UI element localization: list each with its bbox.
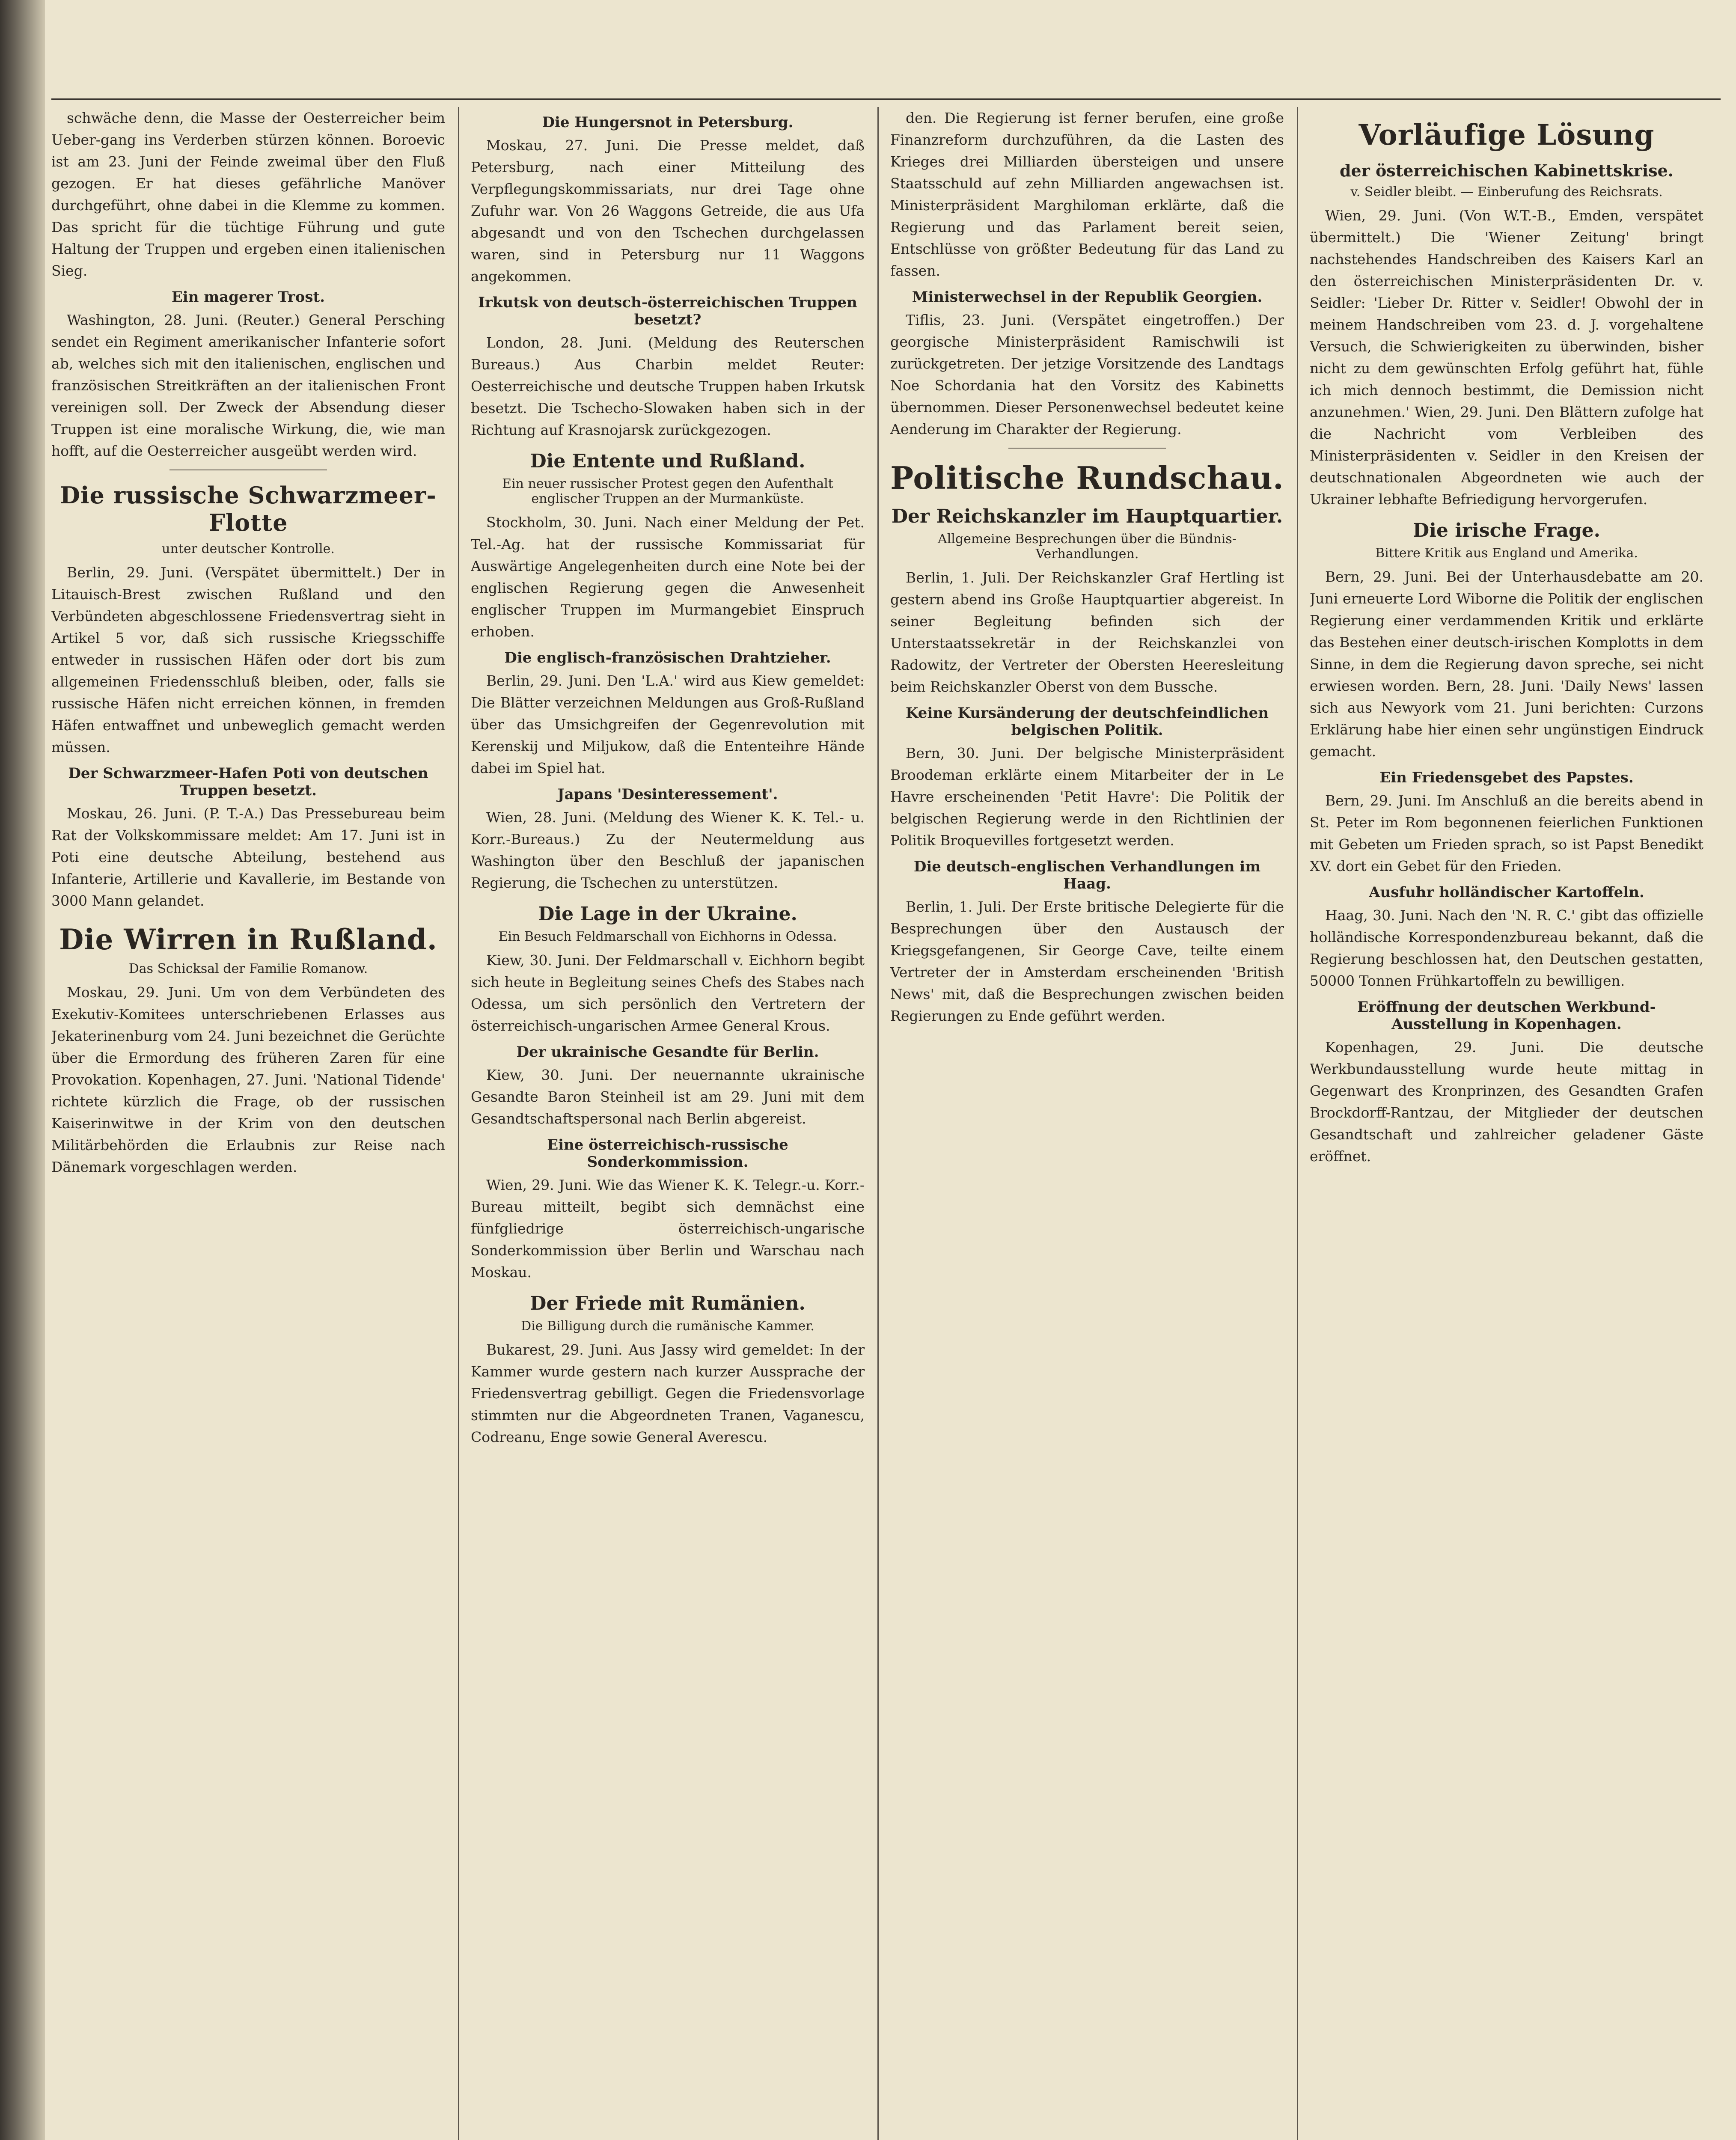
article-text: Moskau, 29. Juni. Um von dem Verbündeten des Exekutiv-Komitees unterschriebenen Erlasses aus Jekaterinenburg vom 24. Juni bezeichnet die Gerüchte über die Ermordung des früheren Zaren für eine Provokation. Kopenhagen, 27. Juni. 'National Tidende' richtete kürzlich die Frage, ob der russischen Kaiserinwitwe in der Krim von den deutschen Militärbehörden die Erlaubnis zur Reise nach Dänemark vorgeschlagen werden. [51, 984, 445, 1175]
article-subheading: Ein Besuch Feldmarschall von Eichhorns in Odessa. [498, 929, 837, 944]
article-heading: Die deutsch-englischen Verhandlungen im Haag. [913, 858, 1261, 892]
article-text: Kopenhagen, 29. Juni. Die deutsche Werkbundausstellung wurde heute mittag in Gegenwart des Kronprinzen, des Gesandten Grafen Brockdorff-Rantzau, der Mitglieder der deutschen Gesandtschaft und zahlreicher geladener Gäste eröffnet. [1310, 1039, 1703, 1165]
article-text: Washington, 28. Juni. (Reuter.) General Persching sendet ein Regiment amerikanischer Infanterie sofort ab, welches sich mit den italienischen, englischen und französischen Streitkräften an der italienischen Front vereinigen soll. Der Zweck der Absendung dieser Truppen ist eine moralische Wirkung, die, wie man hofft, auf die Oesterreicher ausgeübt werden wird. [51, 312, 445, 459]
article-text: London, 28. Juni. (Meldung des Reuterschen Bureaus.) Aus Charbin meldet Reuter: Oesterreichische und deutsche Truppen haben Irkutsk besetzt. Die Tschecho-Slowaken haben sich in der Richtung auf Krasnojarsk zurückgezogen. [471, 334, 865, 438]
article-text: Bern, 29. Juni. Bei der Unterhausdebatte am 20. Juni erneuerte Lord Wiborne die Politik der englischen Regierung einer verdammenden Kritik und erklärte das Bestehen einer deutsch-irischen Komplotts in dem Sinne, in dem die Regierung davon spreche, sei nicht erwiesen worden. Bern, 28. Juni. 'Daily News' lassen sich aus Newyork vom 21. Juni berichten: Curzons Erklärung habe hier einen sehr ungünstigen Eindruck gemacht. [1310, 568, 1703, 760]
article-text: Bern, 30. Juni. Der belgische Ministerpräsident Broodeman erklärte einem Mitarbeiter der in Le Havre erscheinenden 'Petit Havre': Die Politik der belgischen Regierung werde in den Richtlinien der Politik Broquevilles fortgesetzt werden. [890, 745, 1284, 849]
article-text: Berlin, 29. Juni. (Verspätet übermittelt.) Der in Litauisch-Brest zwischen Rußland und den Verbündeten abgeschlossene Friedensvertrag sieht in Artikel 5 vor, daß sich russische Kriegsschiffe entweder in russischen Häfen oder dort bis zum allgemeinen Friedensschluß bleiben, oder, falls sie russische Häfen nicht erreichen können, in fremden Häfen entwaffnet und unbeweglich gemacht werden müssen. [51, 564, 445, 755]
article-heading: Eine österreichisch-russische Sonderkommission. [547, 1136, 788, 1171]
article-heading: Ein Friedensgebet des Papstes. [1379, 769, 1634, 786]
article-text: Kiew, 30. Juni. Der Feldmarschall v. Eichhorn begibt sich heute in Begleitung seines Chefs des Stabes nach Odessa, um sich persönlich den Vertretern der österreichisch-ungarischen Armee General Krous. [471, 952, 865, 1034]
separator [1008, 448, 1166, 449]
article-heading: Irkutsk von deutsch-österreichischen Truppen besetzt? [478, 294, 857, 328]
article-text: den. Die Regierung ist ferner berufen, eine große Finanzreform durchzuführen, da die Lasten des Krieges drei Milliarden übersteigen und unsere Staatsschuld auf zehn Milliarden angewachsen ist. Ministerpräsident Marghiloman erklärte, daß die Regierung und das Parlament bereit seien, Entschlüsse von größter Bedeutung für das Land zu fassen. [890, 110, 1284, 279]
article-subheading: v. Seidler bleibt. — Einberufung des Reichsrats. [1350, 184, 1663, 199]
article-text: Haag, 30. Juni. Nach den 'N. R. C.' gibt das offizielle holländische Korrespondenzbureau bekannt, daß die Regierung beschlossen hat, den Deutschen gestatten, 50000 Tonnen Frühkartoffeln zu bewilligen. [1310, 907, 1703, 989]
article-subheading: Das Schicksal der Familie Romanow. [128, 961, 368, 976]
article-text: Stockholm, 30. Juni. Nach einer Meldung der Pet. Tel.-Ag. hat der russische Kommissariat für Auswärtige Angelegenheiten durch eine Note bei der englischen Regierung gegen die Anwesenheit englischer Truppen im Murmangebiet Einspruch erhoben. [471, 514, 865, 640]
article-heading: Die Lage in der Ukraine. [538, 903, 797, 925]
article-text: Kiew, 30. Juni. Der neuernannte ukrainische Gesandte Baron Steinheil ist am 29. Juni mit dem Gesandtschaftspersonal nach Berlin abgereist. [471, 1067, 865, 1127]
article-heading: Der ukrainische Gesandte für Berlin. [516, 1043, 819, 1061]
article-intro-text: schwäche denn, die Masse der Oesterreicher beim Ueber-gang ins Verderben stürzen können. Boroevic ist am 23. Juni der Feinde zweimal über den Fluß gezogen. Er hat dieses gefährliche Manöver durchgeführt, ohne dabei in die Klemme zu kommen. Das spricht für die tüchtige Führung und gute Haltung der Truppen und ergeben einen italienischen Sieg. [51, 110, 445, 279]
article-heading: Ein magerer Trost. [171, 288, 325, 306]
article-text: Tiflis, 23. Juni. (Verspätet eingetroffen.) Der georgische Ministerpräsident Ramischwili ist zurückgetreten. Der jetzige Vorsitzende des Landtags Noe Schordania hat den Vorsitz des Kabinetts übernommen. Dieser Personenwechsel bedeutet keine Aenderung im Charakter der Regierung. [890, 312, 1284, 437]
article-heading: Eröffnung der deutschen Werkbund-Ausstellung in Kopenhagen. [1357, 999, 1656, 1033]
section-heading: Politische Rundschau. [890, 460, 1284, 496]
article-text: Berlin, 29. Juni. Den 'L.A.' wird aus Kiew gemeldet: Die Blätter verzeichnen Meldungen aus Groß-Rußland über das Umsichgreifen der Gegenrevolution mit Kerenskij und Miljukow, daß die Ententeihre Hände dabei im Spiel hat. [471, 672, 865, 776]
article-subheading: unter deutscher Kontrolle. [162, 541, 335, 556]
article-heading: Keine Kursänderung der deutschfeindlichen belgischen Politik. [905, 704, 1269, 739]
article-heading: Der Reichskanzler im Hauptquartier. [891, 505, 1283, 527]
article-heading: Die englisch-französischen Drahtzieher. [504, 649, 831, 666]
column-rule [1297, 107, 1298, 2140]
column-4 [1310, 107, 1703, 2140]
article-subheading: Ein neuer russischer Protest gegen den Aufenthalt englischer Truppen an der Murmanküste. [502, 476, 833, 506]
newspaper-page [51, 9, 1721, 2140]
article-subheading: Die Billigung durch die rumänische Kammer. [521, 1319, 814, 1334]
article-heading: Die Wirren in Rußland. [59, 923, 437, 956]
column-2 [471, 107, 865, 2140]
article-text: Moskau, 26. Juni. (P. T.-A.) Das Pressebureau beim Rat der Volkskommissare meldet: Am 17. Juni ist in Poti eine deutsche Abteilung, bestehend aus Infanterie, Artillerie und Kavallerie, im Bestande von 3000 Mann gelandet. [51, 805, 445, 909]
article-heading: Der Friede mit Rumänien. [530, 1293, 806, 1314]
article-text: Bukarest, 29. Juni. Aus Jassy wird gemeldet: In der Kammer wurde gestern nach kurzer Aussprache der Friedensvertrag gebilligt. Gegen die Friedensvorlage stimmten nur die Abgeordneten Tranen, Vaganescu, Codreanu, Enge sowie General Averescu. [471, 1341, 865, 1445]
article-text: Berlin, 1. Juli. Der Erste britische Delegierte für die Besprechungen über den Austausch der Kriegsgefangenen, Sir George Cave, teilte einem Vertreter der in Amsterdam erscheinenden 'British News' mit, daß die Besprechungen zwischen beiden Regierungen zu Ende geführt werden. [890, 898, 1284, 1024]
article-heading: Vorläufige Lösung [1358, 118, 1655, 152]
article-heading: Die Hungersnot in Petersburg. [542, 114, 794, 131]
article-heading: Die russische Schwarzmeer-Flotte [60, 482, 437, 536]
column-rule [877, 107, 879, 2140]
article-text: Moskau, 27. Juni. Die Presse meldet, daß Petersburg, nach einer Mitteilung des Verpflegungskommissariats, nur drei Tage ohne Zufuhr war. Von 26 Waggons Getreide, die aus Ufa abgesandt und von den Tschechen durchgelassen waren, sind in Petersburg nur 11 Waggons angekommen. [471, 137, 865, 285]
article-text: Wien, 29. Juni. (Von W.T.-B., Emden, verspätet übermittelt.) Die 'Wiener Zeitung' bringt nachstehendes Handschreiben des Kaisers Karl an den österreichischen Ministerpräsidenten Dr. v. Seidler: 'Lieber Dr. Ritter v. Seidler! Obwohl der in meinem Handschreiben vom 23. d. J. vorgehaltene Versuch, die Schwierigkeiten zu überwinden, bisher nicht zu dem gewünschten Erfolg geführt hat, fühle ich mich dennoch bestimmt, die Demission nicht anzunehmen.' Wien, 29. Juni. Den Blättern zufolge hat die Nachricht vom Verbleiben des Ministerpräsidenten v. Seidler in den Kreisen der deutschnationalen Abgeordneten wie auch der Ukrainer lebhafte Befriedigung hervorgerufen. [1310, 207, 1703, 508]
article-heading: Ausfuhr holländischer Kartoffeln. [1369, 884, 1644, 901]
article-text: Wien, 29. Juni. Wie das Wiener K. K. Telegr.-u. Korr.-Bureau mitteilt, begibt sich demnächst eine fünfgliedrige österreichisch-ungarische Sonderkommission über Berlin und Warschau nach Moskau. [471, 1177, 865, 1281]
article-heading: Die Entente und Rußland. [530, 450, 806, 472]
article-subheading: der österreichischen Kabinettskrise. [1339, 161, 1674, 180]
column-1 [51, 107, 445, 2140]
article-subheading: Allgemeine Besprechungen über die Bündnis-Verhandlungen. [938, 532, 1237, 562]
column-3 [890, 107, 1284, 2140]
article-heading: Der Schwarzmeer-Hafen Poti von deutschen Truppen besetzt. [68, 765, 428, 799]
article-text: Bern, 29. Juni. Im Anschluß an die bereits abend in St. Peter im Rom begonnenen feierlichen Funktionen mit Gebeten um Frieden sprach, so ist Papst Benedikt XV. dort ein Gebet für den Frieden. [1310, 792, 1703, 874]
article-subheading: Bittere Kritik aus England und Amerika. [1375, 546, 1638, 561]
column-rule [458, 107, 459, 2140]
article-heading: Ministerwechsel in der Republik Georgien. [912, 288, 1263, 306]
book-binding-edge [0, 0, 45, 2140]
article-text: Wien, 28. Juni. (Meldung des Wiener K. K. Tel.- u. Korr.-Bureaus.) Zu der Neutermeldung aus Washington über den Beschluß der japanischen Regierung, die Tschechen zu unterstützen. [471, 809, 865, 891]
article-text: Berlin, 1. Juli. Der Reichskanzler Graf Hertling ist gestern abend ins Große Hauptquartier abgereist. In seiner Begleitung befinden sich der Unterstaatssekretär in der Reichskanzlei von Radowitz, der Vertreter der Obersten Heeresleitung beim Reichskanzler Oberst von dem Bussche. [890, 569, 1284, 695]
header-rule [51, 98, 1721, 100]
article-heading: Die irische Frage. [1413, 520, 1600, 541]
article-heading: Japans 'Desinteressement'. [557, 786, 778, 803]
